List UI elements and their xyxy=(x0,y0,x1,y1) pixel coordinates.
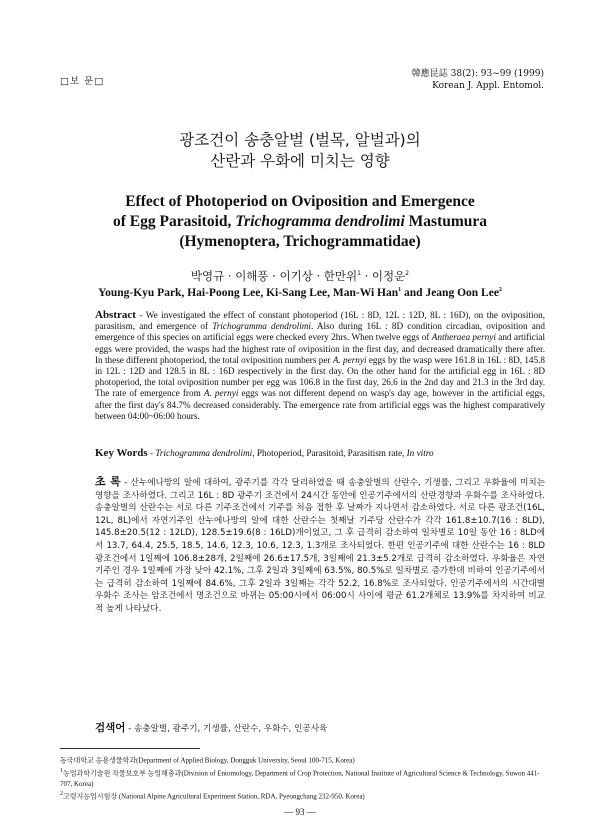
korean-title xyxy=(0,130,600,172)
species-name: Trichogramma dendrolimi xyxy=(155,448,253,458)
abstract-text: and artificial eggs were provided, the wasps had the highest rate of oviposition in the first day, and decreased dramatically there after. In these different photoperiod, the total oviposition numbers per xyxy=(95,332,546,365)
english-title-line3: (Hymenoptera, Trichogrammatidae) xyxy=(179,233,421,250)
species-name: Trichogramma dendrolimi xyxy=(235,213,405,230)
keywords-label: Key Words xyxy=(95,447,148,459)
species-name: A. pernyi xyxy=(203,388,239,399)
species-name: Antheraea pernyi xyxy=(431,332,496,343)
keyword-in-vitro: In vitro xyxy=(406,448,434,458)
affiliation-mark: 2 xyxy=(405,270,410,278)
footnote-mark: 2 xyxy=(60,791,63,798)
abstract xyxy=(95,310,545,422)
keywords-dash: - xyxy=(147,448,156,458)
affiliation-mark: 1 xyxy=(398,287,402,294)
abstract-text: . Also during 16L : 8D condition circadian, oviposition and emergence of this species on artificial eggs were checked every 2hrs. When twelve eggs of xyxy=(95,321,545,343)
korean-authors-part1: 박영규 · 이해풍 · 이기상 · 한만위 xyxy=(190,269,358,283)
korean-title-line2: 산란과 우화에 미치는 영향 xyxy=(210,152,390,170)
abstract-text: - We investigated the effect of constant photoperiod (16L : 8D, 12L : 12D, 8L : 16D), on the oviposition, parasitism, and emergence of xyxy=(95,310,545,332)
footnote xyxy=(60,753,550,766)
english-authors xyxy=(0,287,600,299)
abstract-text: eggs was not different depend on wasp's day age, however in the artificial eggs, after the first day's 84.7% decreased considerably. The emergence rate from artificial eggs was the highest comparatively between 04:00~06:00 hours. xyxy=(95,388,545,421)
footnote xyxy=(60,766,550,789)
journal-citation xyxy=(412,68,544,92)
korean-abstract xyxy=(95,476,545,616)
footnote xyxy=(60,789,550,802)
footnote-text: 동국대학교 응용생물학과(Department of Applied Biology, Dongguk University, Seoul 100-715, Korea) xyxy=(60,756,355,765)
footnotes xyxy=(60,753,550,802)
journal-citation-ko: 韓應昆誌 38(2): 93~99 (1999) xyxy=(411,69,544,79)
korean-authors-part2: · 이정운 xyxy=(360,269,406,283)
korean-keywords-text: - 송충알벌, 광주기, 기생률, 산란수, 우화수, 인공사육 xyxy=(125,724,328,734)
korean-keywords-label: 검색어 xyxy=(95,722,126,734)
english-title xyxy=(0,192,600,252)
footnote-text: 농업과학기술원 작물보호부 농업해충과(Division of Entomology, Department of Crop Protection, National Institute of Agricultural Science & Technology, Suwon 441-707, Korea) xyxy=(60,769,540,788)
affiliation-mark: 1 xyxy=(357,270,361,278)
english-authors-part2: and Jeang Oon Lee xyxy=(401,287,499,299)
affiliation-mark: 2 xyxy=(498,287,502,294)
english-title-line1: Effect of Photoperiod on Oviposition and Emergence xyxy=(125,193,475,210)
korean-abstract-text: - 산누에나방의 알에 대하여, 광주기를 각각 달리하였을 때 송충알벌의 산란수, 기생률, 그리고 우화율에 미치는 영향을 조사하였다. 그리고 16L : 8D 광주기 조건에서 24시간 동안에 인공기주에서의 산란경향과 우화수를 조사하였다. 송충알벌의 산란수는 서로 다른 기주조건에서 기주를 처음 접한 후 날짜가 지나면서 감소하였다. 서로 다른 광조건(16L, 12L, 8L)에서 자연기주인 산누에나방의 알에 대한 산란수는 첫째날 기주당 산란수가 각각 161.8±10.7(16 : 8LD), 145.8±20.5(12 : 12LD), 128.5±19.6(8 : 16LD)개이었고, 그 후 급격히 감소하여 일차별로 10일 동안 16 : 8LD에서 13.7, 64.4, 25.5, 18.5, 14.6, 12.3, 10.6, 12.3, 1.3개로 조사되었다. 한편 인공기주에 대한 산란수는 16 : 8LD 광조건에서 1일째에 106.8±28개, 2일째에 26.6±17.5개, 3일째에 21.3±5.2개로 급격히 감소하였다. 우화율은 자연기주인 경우 1일째에 가장 낮아 42.1%, 그후 2일과 3일째에 63.5%, 80.5%로 일차별로 증가한데 비하여 인공기주에서는 급격히 감소하여 1일째에 84.6%, 그후 2일과 3일째는 각각 52.2, 16.8%로 조사되었다. 인공기주에서의 시간대별 우화수 조사는 암조건에서 명조건으로 바뀌는 05:00시에서 06:00시 사이에 평균 61.2개체로 13.9%를 차지하여 비교적 높게 나타났다. xyxy=(95,478,545,614)
article-type-label: □보 문□ xyxy=(60,76,105,87)
english-title-line2-suffix: Mastumura xyxy=(404,213,488,230)
abstract-text: eggs by the wasp were 161.8 in 16L : 8D, 145.8 in 12L : 12D and 128.5 in 8L : 16D respectively in the first day. On the other hand for the artificial egg in 16L : 8D photoperiod, the total oviposition number per egg was 106.8 in the first day, 26.6 in the 2nd day and 21.3 in the 3rd day. The rate of emergence from xyxy=(95,354,545,399)
journal-name-en: Korean J. Appl. Entomol. xyxy=(432,81,544,91)
keywords-text: , Photoperiod, Parasitoid, Parasitism rate, xyxy=(252,448,407,458)
korean-title-line1: 광조건이 송충알벌 (벌목, 알벌과)의 xyxy=(179,131,421,149)
english-title-line2 xyxy=(0,212,600,232)
korean-authors xyxy=(0,268,600,284)
footnote-divider xyxy=(60,748,200,749)
english-title-line2-prefix: of Egg Parasitoid, xyxy=(112,213,236,230)
abstract-label: Abstract xyxy=(95,309,136,321)
korean-abstract-label: 초 록 xyxy=(95,475,121,488)
korean-keywords xyxy=(95,720,545,735)
keywords xyxy=(95,447,545,459)
species-name: Trichogramma dendrolimi xyxy=(212,321,311,332)
footnote-text: 고령지농업시험장 (National Alpine Agricultural Experiment Station, RDA, Pyeongchang 232-950, Korea) xyxy=(63,792,365,801)
page-number: — 93 — xyxy=(284,807,316,817)
species-name: A. pernyi xyxy=(332,354,367,365)
footnote-mark: 1 xyxy=(60,767,63,774)
english-authors-part1: Young-Kyu Park, Hai-Poong Lee, Ki-Sang Lee, Man-Wi Han xyxy=(98,287,399,299)
